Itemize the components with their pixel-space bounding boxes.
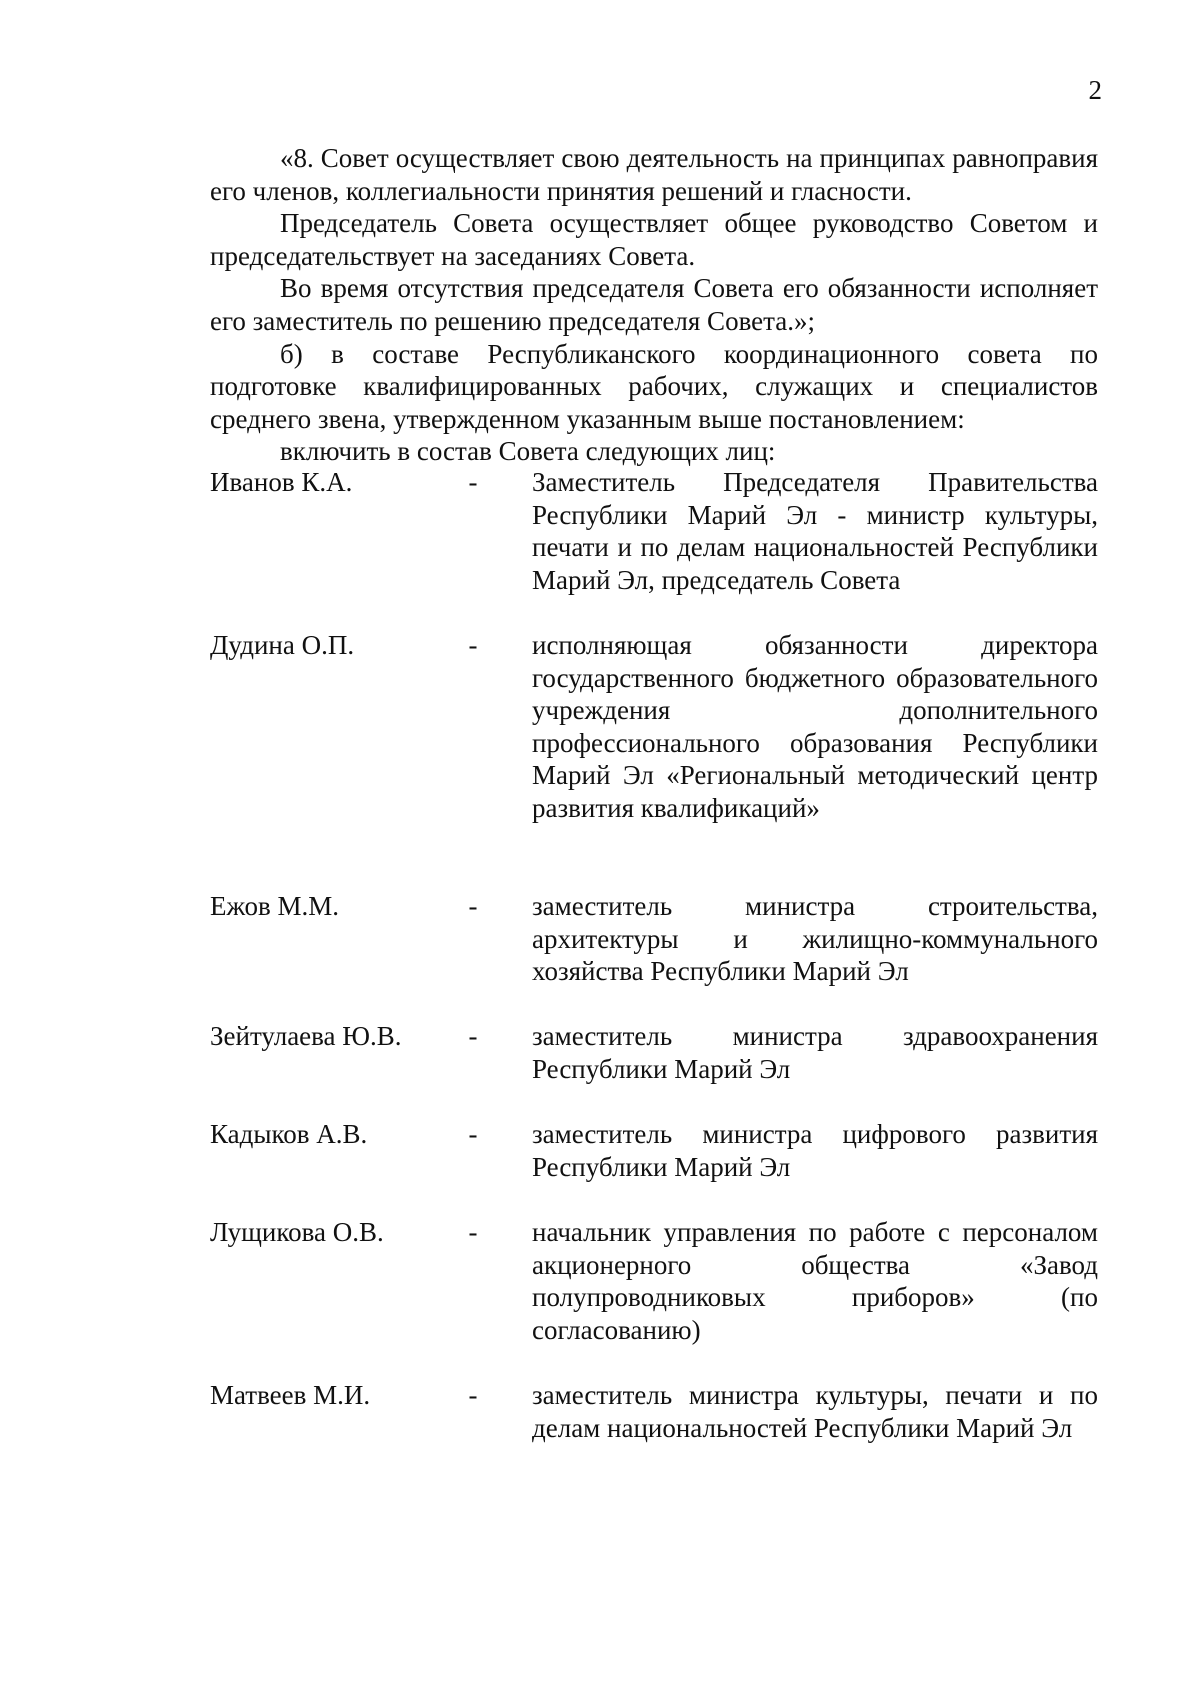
member-name: Иванов К.А.: [210, 467, 353, 497]
member-role: заместитель министра строительства, архитектуры и жилищно-коммунального хозяйства Республики Марий Эл: [532, 891, 1098, 987]
member-role: заместитель министра цифрового развития Республики Марий Эл: [532, 1119, 1098, 1182]
member-dash: -: [468, 891, 478, 921]
member-name: Матвеев М.И.: [210, 1380, 371, 1410]
paragraph-deputy-duties: Во время отсутствия председателя Совета его обязанности исполняет его заместитель по решению председателя Совета.»;: [210, 273, 1098, 336]
member-name: Лущикова О.В.: [210, 1217, 384, 1247]
member-dash: -: [468, 467, 478, 497]
page-number: 2: [1088, 75, 1102, 105]
member-name: Дудина О.П.: [210, 630, 355, 660]
paragraph-council-composition: б) в составе Республиканского координационного совета по подготовке квалифицированных рабочих, служащих и специалистов среднего звена, утвержденном указанным выше постановлением:: [210, 338, 1098, 434]
member-dash: -: [468, 1021, 478, 1051]
member-role: исполняющая обязанности директора государственного бюджетного образовательного учреждения дополнительного профессионального образования Республики Марий Эл «Региональный методический центр развития квалификаций»: [532, 630, 1098, 823]
member-dash: -: [468, 1217, 478, 1247]
member-name: Кадыков А.В.: [210, 1119, 368, 1149]
paragraph-chairman-duties: Председатель Совета осуществляет общее руководство Советом и председательствует на заседаниях Совета.: [210, 208, 1098, 271]
member-role: заместитель министра здравоохранения Республики Марий Эл: [532, 1021, 1098, 1084]
member-dash: -: [468, 1119, 478, 1149]
member-dash: -: [468, 630, 478, 660]
member-name: Ежов М.М.: [210, 891, 339, 921]
member-dash: -: [468, 1380, 478, 1410]
member-role: начальник управления по работе с персоналом акционерного общества «Завод полупроводниковых приборов» (по согласованию): [532, 1217, 1098, 1345]
paragraph-council-principles: «8. Совет осуществляет свою деятельность на принципах равноправия его членов, коллегиальности принятия решений и гласности.: [210, 143, 1098, 206]
body-text: [210, 142, 1098, 468]
member-role: Заместитель Председателя Правительства Республики Марий Эл - министр культуры, печати и по делам национальностей Республики Марий Эл, председатель Совета: [532, 467, 1098, 595]
paragraph-include-members: включить в состав Совета следующих лиц:: [280, 436, 776, 467]
member-role: заместитель министра культуры, печати и по делам национальностей Республики Марий Эл: [532, 1380, 1098, 1443]
member-name: Зейтулаева Ю.В.: [210, 1021, 402, 1051]
